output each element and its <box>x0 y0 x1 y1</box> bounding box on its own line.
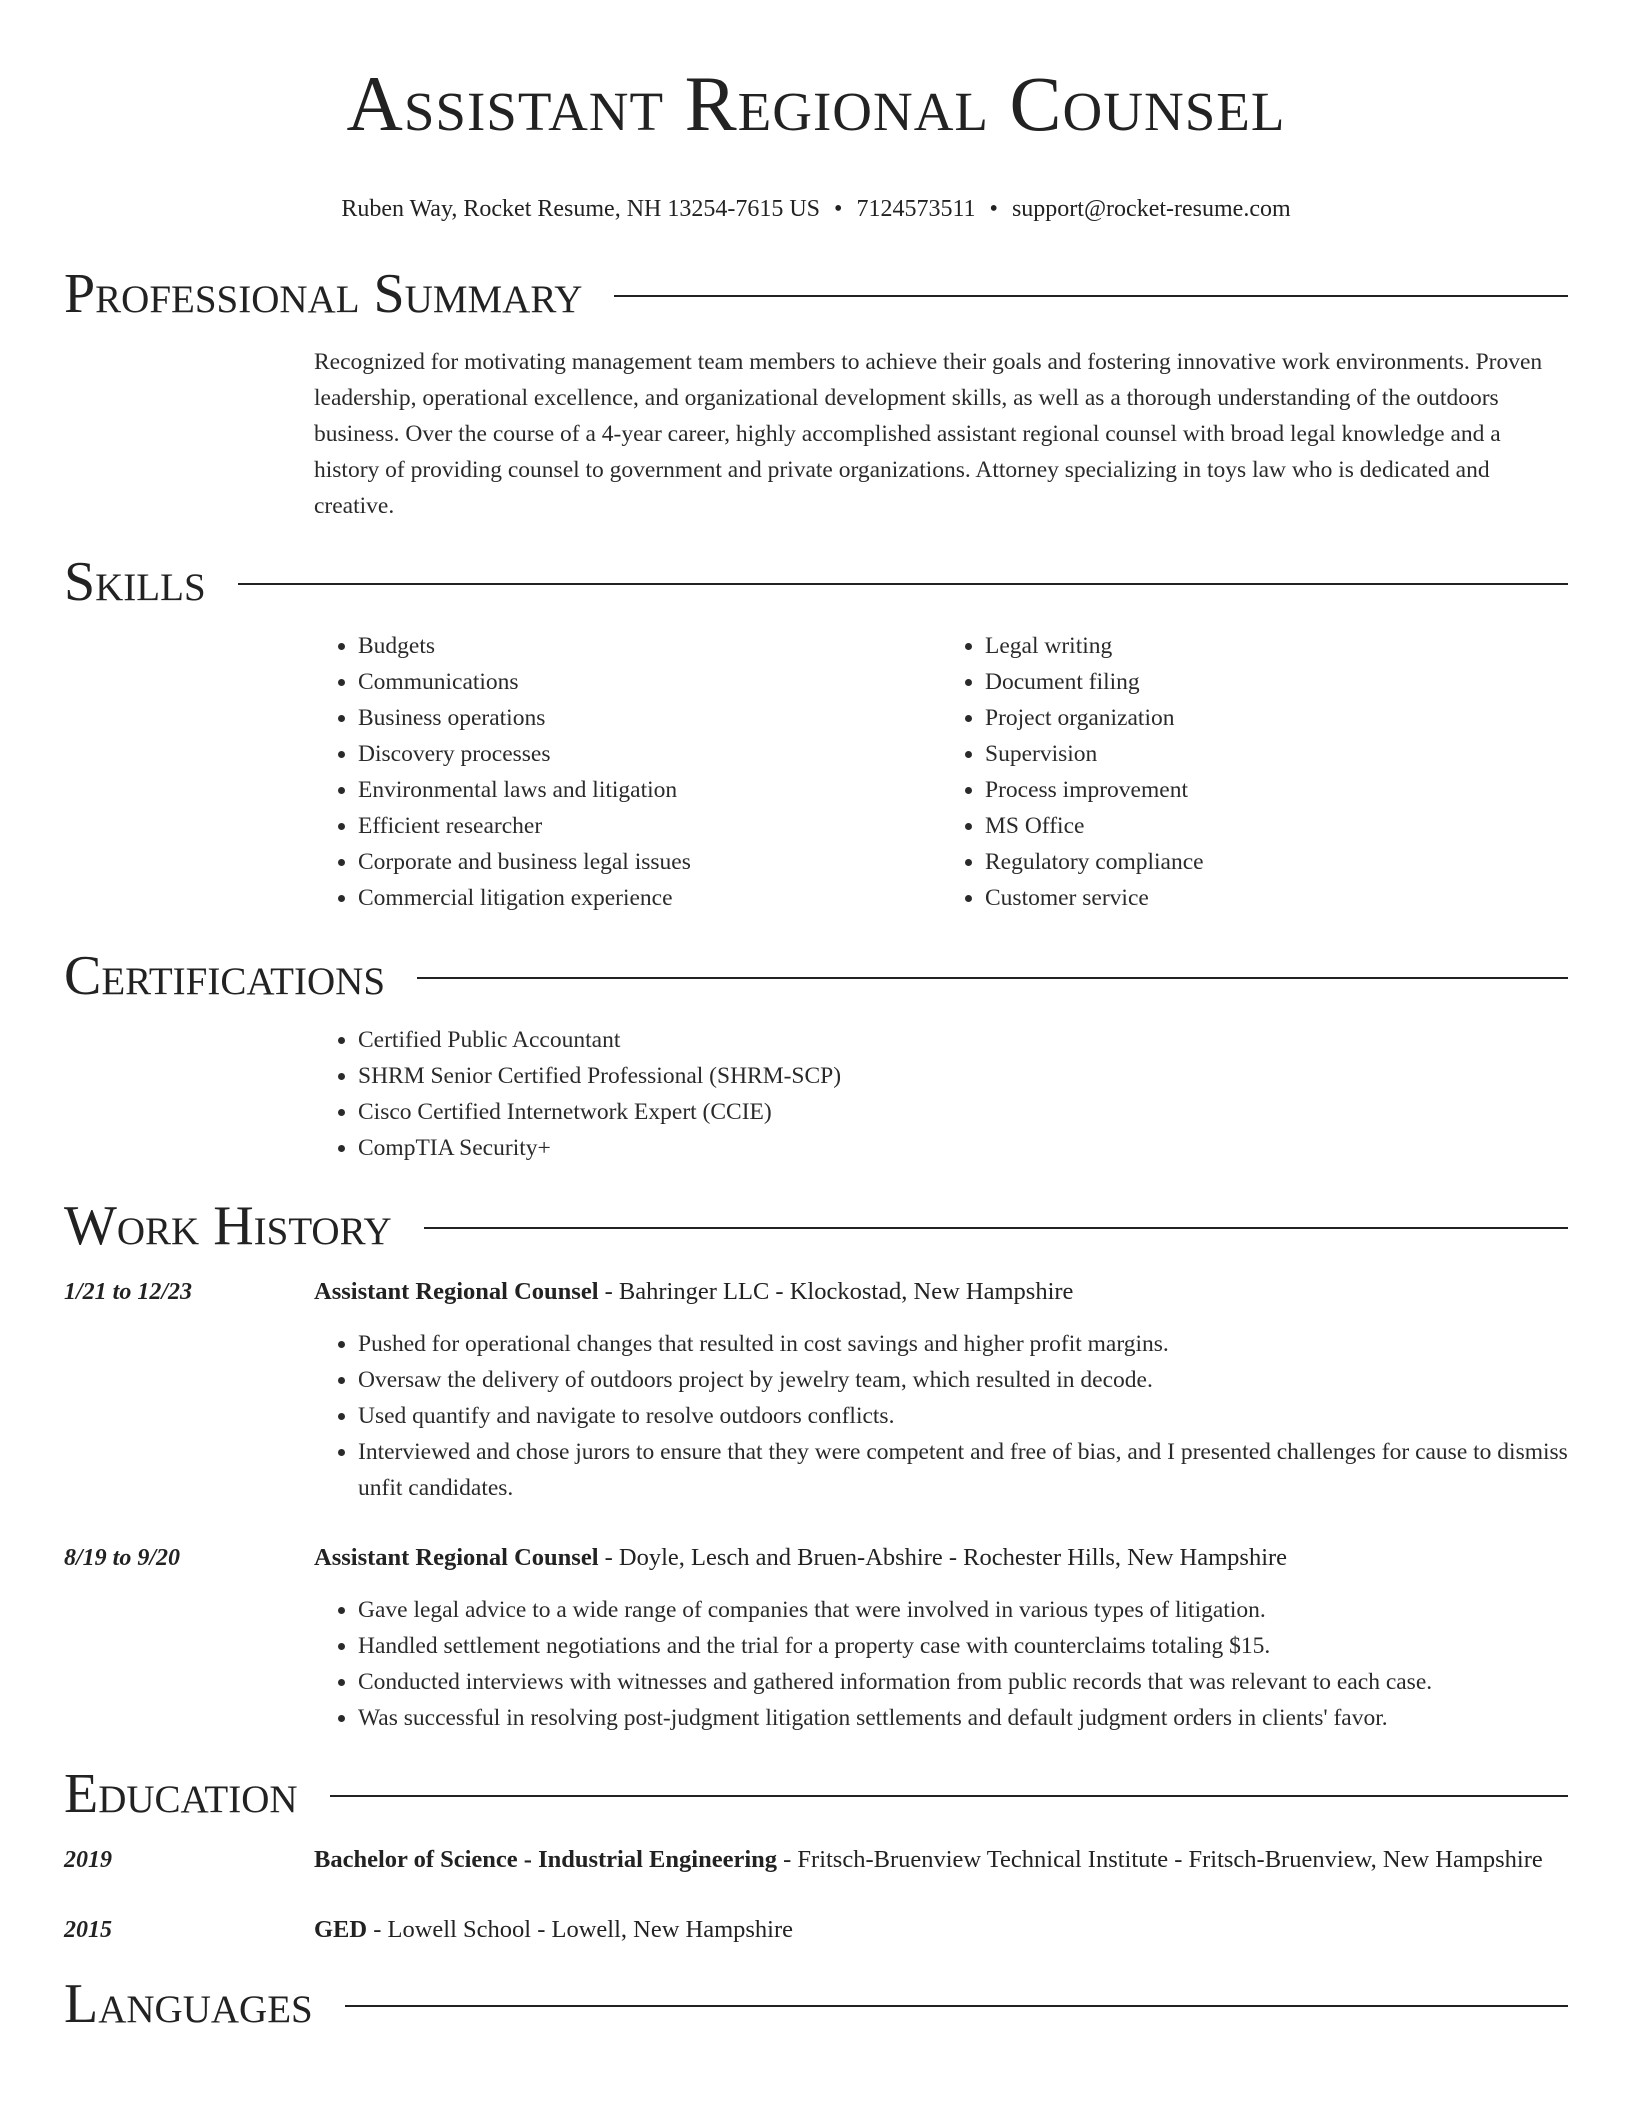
skill-item: • Corporate and business legal issues <box>358 844 941 880</box>
section-divider <box>330 1795 1568 1797</box>
separator-dot: • <box>834 196 843 222</box>
phone: 7124573511 <box>856 196 976 222</box>
education-year: 2019 <box>64 1847 112 1873</box>
job-bullet: • Was successful in resolving post-judgment litigation settlements and default judgment orders in clients' favor. <box>358 1700 1568 1736</box>
section-title-languages: Languages <box>64 1973 313 2035</box>
job-bullets <box>314 1326 1568 1506</box>
job-entry <box>64 1272 1568 1312</box>
certifications-section-header <box>64 944 1568 1008</box>
candidate-name: Assistant Regional Counsel <box>346 60 1286 147</box>
contact-line <box>64 194 1568 224</box>
skill-item: • Efficient researcher <box>358 808 941 844</box>
job-dates: 1/21 to 12/23 <box>64 1279 193 1305</box>
education-degree: GED <box>314 1916 368 1943</box>
skill-item: • Legal writing <box>985 628 1568 664</box>
section-divider <box>424 1227 1568 1229</box>
skills-list <box>314 628 1568 916</box>
section-title-education: Education <box>64 1763 298 1825</box>
skill-item: • Project organization <box>985 700 1568 736</box>
skills-column-right <box>941 628 1568 916</box>
certification-item: • CompTIA Security+ <box>358 1130 1568 1166</box>
education-school: - Lowell School - Lowell, New Hampshire <box>367 1916 794 1943</box>
job-company-location: - Bahringer LLC - Klockostad, New Hampshire <box>598 1278 1074 1305</box>
job-company-location: - Doyle, Lesch and Bruen-Abshire - Rochester Hills, New Hampshire <box>598 1544 1288 1571</box>
section-divider <box>417 977 1568 979</box>
summary-section-header <box>64 262 1568 326</box>
summary-text: Recognized for motivating management team members to achieve their goals and fostering innovative work environments. Proven leadership, operational excellence, and organizational development skills, as well as a thorough understanding of the outdoors business. Over the course of a 4-year career, highly accomplished assistant regional counsel with broad legal knowledge and a history of providing counsel to government and private organizations. Attorney specializing in toys law who is dedicated and creative. <box>314 349 1543 519</box>
section-title-certifications: Certifications <box>64 945 386 1007</box>
job-title: Assistant Regional Counsel <box>314 1544 599 1571</box>
education-section-header <box>64 1762 1568 1826</box>
section-title-summary: Professional Summary <box>64 263 583 325</box>
certifications-list <box>314 1022 1568 1166</box>
skills-column-left <box>314 628 941 916</box>
skill-item: • Process improvement <box>985 772 1568 808</box>
work-section-header <box>64 1194 1568 1258</box>
skill-item: • Budgets <box>358 628 941 664</box>
job-bullets <box>314 1592 1568 1736</box>
certification-item: • Cisco Certified Internetwork Expert (CCIE) <box>358 1094 1568 1130</box>
education-school: - Fritsch-Bruenview Technical Institute - Fritsch-Bruenview, New Hampshire <box>777 1846 1543 1873</box>
skill-item: • Customer service <box>985 880 1568 916</box>
education-year: 2015 <box>64 1917 112 1943</box>
education-entry <box>64 1910 1568 1950</box>
address: Ruben Way, Rocket Resume, NH 13254-7615 US <box>341 196 821 222</box>
job-title-line <box>314 1538 1568 1578</box>
job-entry <box>64 1538 1568 1578</box>
section-divider <box>345 2005 1568 2007</box>
job-bullet: • Oversaw the delivery of outdoors project by jewelry team, which resulted in decode. <box>358 1362 1568 1398</box>
education-line <box>314 1840 1568 1880</box>
skill-item: • Business operations <box>358 700 941 736</box>
skill-item: • Supervision <box>985 736 1568 772</box>
languages-section-header <box>64 1972 1568 2036</box>
education-line <box>314 1910 1568 1950</box>
email: support@rocket-resume.com <box>1011 196 1291 222</box>
job-bullet: • Interviewed and chose jurors to ensure that they were competent and free of bias, and I presented challenges for cause to dismiss unfit candidates. <box>358 1434 1568 1506</box>
skill-item: • Commercial litigation experience <box>358 880 941 916</box>
section-divider <box>238 583 1568 585</box>
skill-item: • Environmental laws and litigation <box>358 772 941 808</box>
section-title-skills: Skills <box>64 551 206 613</box>
skill-item: • Regulatory compliance <box>985 844 1568 880</box>
skill-item: • Document filing <box>985 664 1568 700</box>
education-degree: Bachelor of Science - Industrial Engineering <box>314 1846 777 1873</box>
job-bullet: • Used quantify and navigate to resolve outdoors conflicts. <box>358 1398 1568 1434</box>
education-entry <box>64 1840 1568 1880</box>
skill-item: • Discovery processes <box>358 736 941 772</box>
skill-item: • MS Office <box>985 808 1568 844</box>
skill-item: • Communications <box>358 664 941 700</box>
job-bullet: • Pushed for operational changes that resulted in cost savings and higher profit margins. <box>358 1326 1568 1362</box>
job-dates: 8/19 to 9/20 <box>64 1545 181 1571</box>
section-divider <box>614 295 1568 297</box>
job-bullet: • Conducted interviews with witnesses and gathered information from public records that was relevant to each case. <box>358 1664 1568 1700</box>
certification-item: • Certified Public Accountant <box>358 1022 1568 1058</box>
job-title: Assistant Regional Counsel <box>314 1278 599 1305</box>
job-title-line <box>314 1272 1568 1312</box>
job-bullet: • Handled settlement negotiations and the trial for a property case with counterclaims totaling $15. <box>358 1628 1568 1664</box>
certification-item: • SHRM Senior Certified Professional (SHRM-SCP) <box>358 1058 1568 1094</box>
skills-section-header <box>64 550 1568 614</box>
section-title-work-history: Work History <box>64 1195 392 1257</box>
job-bullet: • Gave legal advice to a wide range of companies that were involved in various types of litigation. <box>358 1592 1568 1628</box>
separator-dot: • <box>989 196 998 222</box>
